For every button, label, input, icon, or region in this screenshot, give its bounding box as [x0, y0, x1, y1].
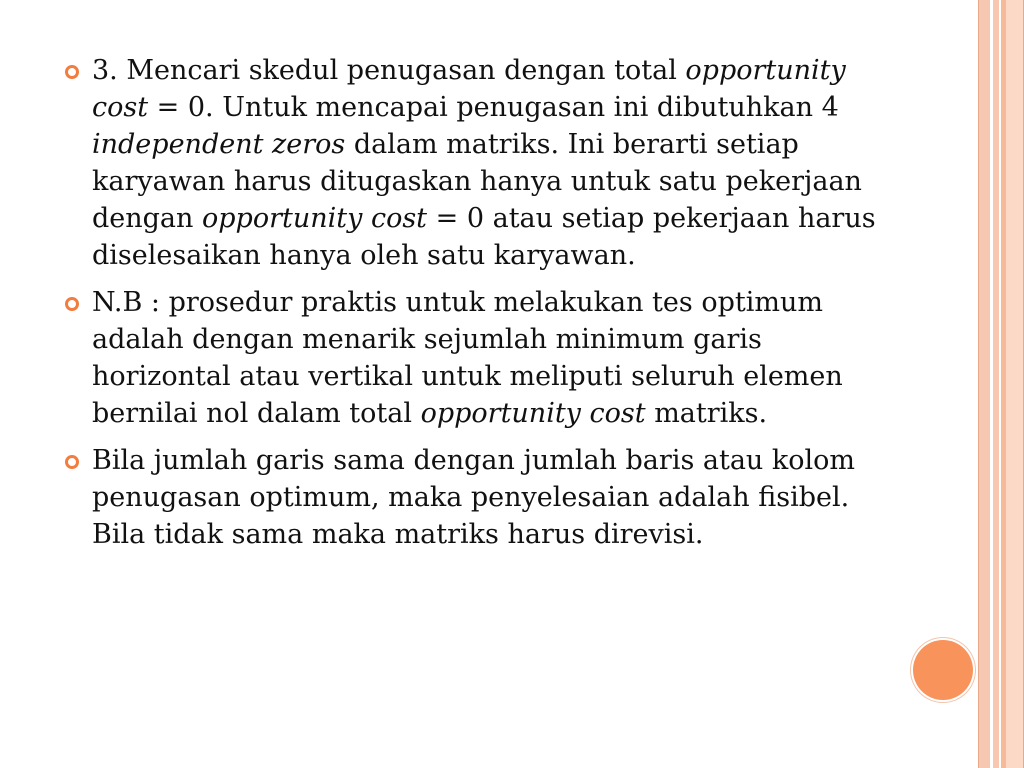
- bullet-list: [62, 52, 892, 553]
- bullet-item: [62, 52, 892, 274]
- bullet-item: [62, 442, 892, 553]
- text-segment: 3. Mencari skedul penugasan dengan total: [92, 55, 686, 86]
- decorative-stripe-line: [978, 0, 979, 768]
- bullet-ring-icon: [65, 65, 79, 79]
- decorative-circle: [913, 640, 973, 700]
- bullet-ring-icon: [65, 297, 79, 311]
- decorative-stripe: [1006, 0, 1024, 768]
- italic-term: opportunity cost: [92, 55, 846, 123]
- bullet-text: [92, 52, 892, 274]
- text-segment: matriks.: [645, 398, 768, 429]
- text-segment: = 0 atau setiap pekerjaan harus diselesaikan hanya oleh satu karyawan.: [92, 203, 876, 271]
- bullet-text: [92, 284, 892, 432]
- bullet-ring-icon: [65, 455, 79, 469]
- bullet-item: [62, 284, 892, 432]
- text-segment: = 0. Untuk mencapai penugasan ini dibutuhkan 4: [148, 92, 839, 123]
- text-segment: Bila jumlah garis sama dengan jumlah baris atau kolom penugasan optimum, maka penyelesaian adalah fisibel. Bila tidak sama maka matriks harus direvisi.: [92, 445, 856, 550]
- bullet-text: [92, 442, 892, 553]
- text-segment: dalam matriks. Ini berarti setiap karyawan harus ditugaskan hanya untuk satu pekerjaan dengan: [92, 129, 862, 234]
- italic-term: independent zeros: [92, 129, 346, 160]
- slide-content: [62, 52, 892, 563]
- italic-term: opportunity cost: [202, 203, 428, 234]
- text-segment: N.B : prosedur praktis untuk melakukan tes optimum adalah dengan menarik sejumlah minimum garis horizontal atau vertikal untuk meliputi seluruh elemen bernilai nol dalam total: [92, 287, 843, 429]
- decorative-stripe: [978, 0, 990, 768]
- italic-term: opportunity cost: [420, 398, 646, 429]
